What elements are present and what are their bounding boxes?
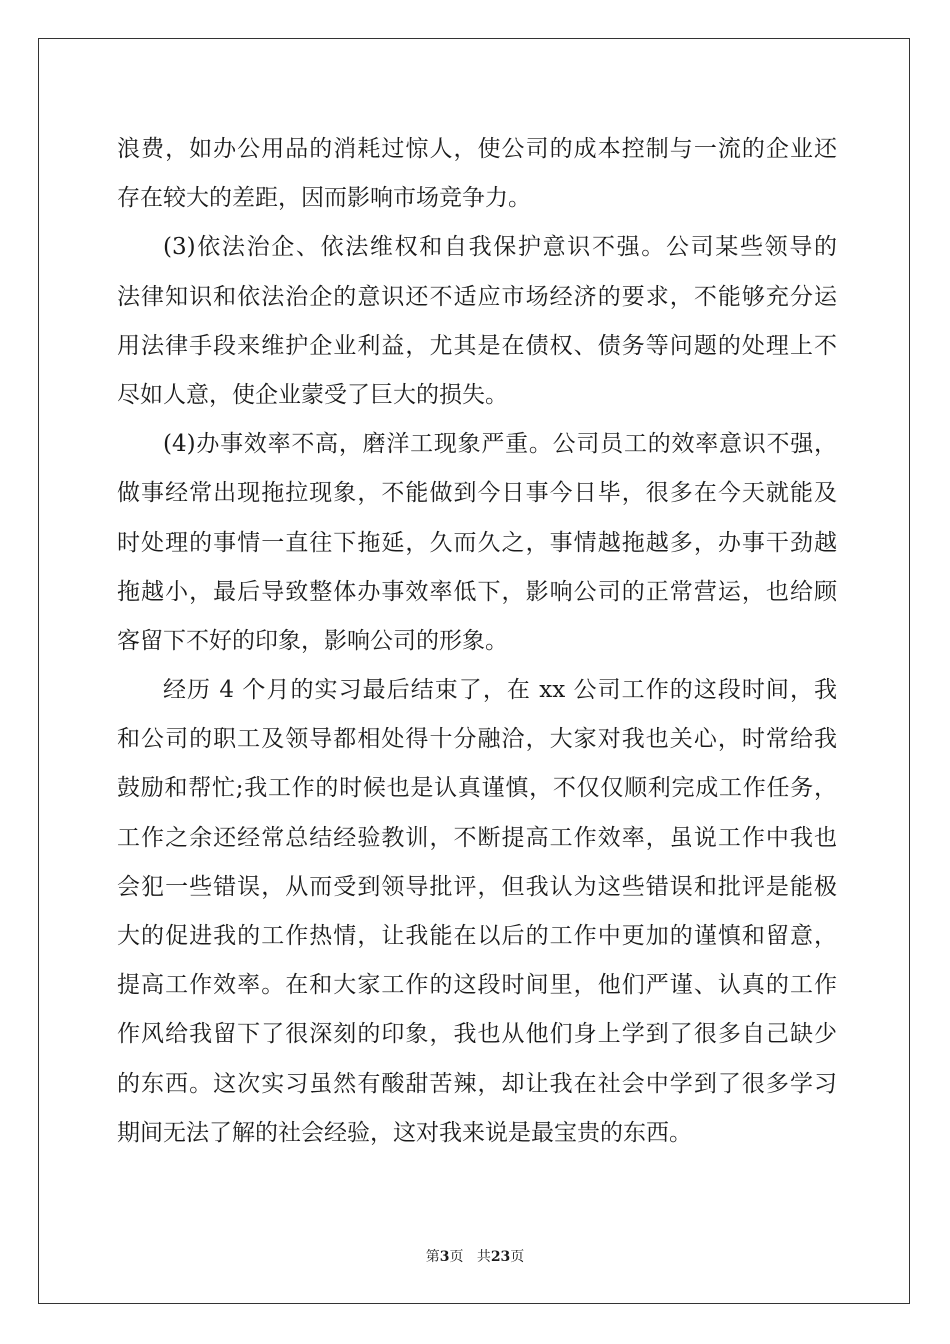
page-footer bbox=[0, 1246, 950, 1266]
text-line: (4)办事效率不高，磨洋工现象严重。公司员工的效率意识不强， bbox=[163, 431, 837, 458]
text-line: 期间无法了解的社会经验，这对我来说是最宝贵的东西。 bbox=[117, 1119, 692, 1146]
text-line: 作风给我留下了很深刻的印象，我也从他们身上学到了很多自己缺少 bbox=[117, 1021, 837, 1048]
text-line: 的东西。这次实习虽然有酸甜苦辣，却让我在社会中学到了很多学习 bbox=[117, 1070, 837, 1097]
text-line: 会犯一些错误，从而受到领导批评，但我认为这些错误和批评是能极 bbox=[117, 873, 837, 900]
text-line: 拖越小，最后导致整体办事效率低下，影响公司的正常营运，也给顾 bbox=[117, 578, 837, 605]
text-line: 大的促进我的工作热情，让我能在以后的工作中更加的谨慎和留意， bbox=[117, 923, 837, 949]
text-line: 经历 4 个月的实习最后结束了，在 xx 公司工作的这段时间，我 bbox=[163, 677, 837, 704]
page-number: 3 bbox=[439, 1249, 450, 1265]
paragraph bbox=[117, 223, 837, 420]
text-line: 存在较大的差距，因而影响市场竞争力。 bbox=[117, 185, 531, 212]
total-suffix: 页 bbox=[510, 1249, 525, 1265]
document-body bbox=[117, 125, 837, 1158]
text-line: 法律知识和依法治企的意识还不适应市场经济的要求，不能够充分运 bbox=[117, 283, 837, 310]
total-prefix: 共 bbox=[476, 1249, 491, 1265]
text-line: (3)依法治企、依法维权和自我保护意识不强。公司某些领导的 bbox=[163, 234, 837, 261]
text-line: 工作之余还经常总结经验教训，不断提高工作效率，虽说工作中我也 bbox=[117, 824, 837, 851]
text-line: 时处理的事情一直往下拖延，久而久之，事情越拖越多，办事干劲越 bbox=[117, 529, 837, 556]
text-line: 客留下不好的印象，影响公司的形象。 bbox=[117, 627, 508, 654]
text-line: 鼓励和帮忙;我工作的时候也是认真谨慎，不仅仅顺利完成工作任务， bbox=[117, 775, 837, 802]
page-suffix: 页 bbox=[449, 1249, 464, 1265]
text-line: 和公司的职工及领导都相处得十分融洽，大家对我也关心，时常给我 bbox=[117, 726, 837, 753]
paragraph bbox=[117, 420, 837, 666]
text-line: 浪费，如办公用品的消耗过惊人，使公司的成本控制与一流的企业还 bbox=[117, 136, 837, 162]
text-line: 提高工作效率。在和大家工作的这段时间里，他们严谨、认真的工作 bbox=[117, 972, 837, 999]
text-line: 用法律手段来维护企业利益，尤其是在债权、债务等问题的处理上不 bbox=[117, 332, 837, 359]
text-line: 尽如人意，使企业蒙受了巨大的损失。 bbox=[117, 381, 508, 408]
paragraph bbox=[117, 125, 837, 223]
paragraph bbox=[117, 666, 837, 1158]
text-line: 做事经常出现拖拉现象，不能做到今日事今日毕，很多在今天就能及 bbox=[117, 480, 837, 507]
total-pages: 23 bbox=[490, 1249, 511, 1265]
page-prefix: 第 bbox=[425, 1249, 440, 1265]
